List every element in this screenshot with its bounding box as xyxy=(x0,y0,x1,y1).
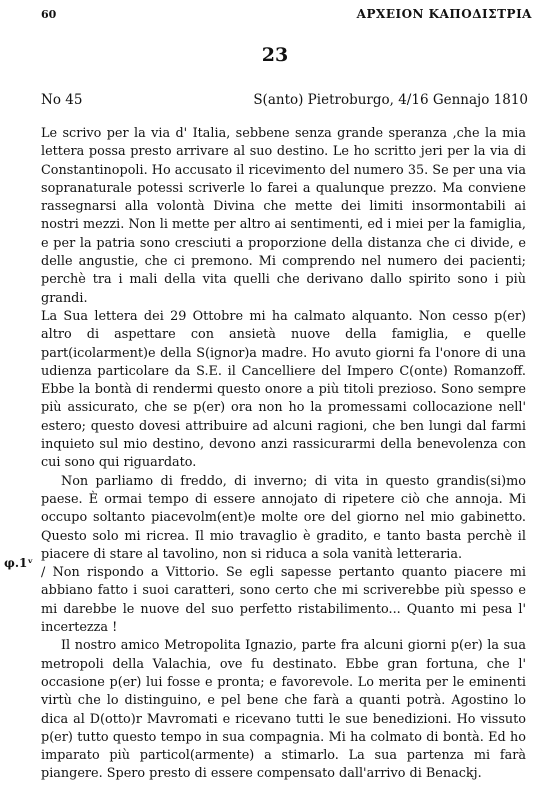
letter-body xyxy=(41,125,526,784)
paragraph: Il nostro amico Metropolita Ignazio, parte fra alcuni giorni p(er) la sua metropoli della Valachia, ove fu destinato. Ebbe gran fortuna, che l' occasione p(er) lui fosse e pronta; e favorevole. Lo merita per le eminenti virtù che lo distinguino, e pel bene che farà a quanti potrà. Agostino lo dica al D(otto)r Mavromati e ricevano tutti le sue benedizioni. Ho vissuto p(er) tutto questo tempo in sua compagnia. Mi ha colmato di bontà. Ed ho imparato più particol(armente) a stimarlo. La sua partenza mi farà piangere. Spero presto di essere compensato dall'arrivo di Benackj. xyxy=(41,638,526,782)
running-title: ΑΡΧΕΙΟΝ ΚΑΠΟΔΙΣΤΡΙΑ xyxy=(356,7,532,21)
margin-folio-note: φ.1ᵛ xyxy=(4,556,34,570)
paragraph: / Non rispondo a Vittorio. Se egli sapesse pertanto quanto piacere mi abbiano fatto i suoi caratteri, sono certo che mi scriverebbe più spesso e mi darebbe le nuove del suo perfetto ristabilimento... Quanto mi pesa l' incertezza ! xyxy=(41,565,526,636)
paragraph: Non parliamo di freddo, di inverno; di vita in questo grandis(si)mo paese. È ormai tempo di essere annojato di ripetere ciò che annoja. Mi occupo soltanto piacevolm(ent)e molte ore del giorno nel mio gabinetto. Questo solo mi ricrea. Il mio travaglio è gradito, e tanto basta perchè il piacere di stare al tavolino, non si riduca a sola vanità letteraria. xyxy=(41,473,526,562)
page-number: 60 xyxy=(41,8,57,21)
paragraph: Le scrivo per la via d' Italia, sebbene senza grande speranza ,che la mia lettera possa presto arrivare al suo destino. Le ho scritto jeri per la via di Constantinopoli. Ho accusato il ricevimento del numero 35. Se per una via sopranaturale potessi scriverle lo farei a qualunque prezzo. Ma conviene rassegnarsi alla volontà Divina che mette dei limiti insormontabili ai nostri mezzi. Non li mette per altro ai sentimenti, ed i miei per la famiglia, e per la patria sono cresciuti a proporzione della distanza che ci divide, e delle angustie, che ci premono. Mi comprendo nel numero dei pacienti; perchè tra i mali della vita quelli che derivano dallo spirito sono i più grandi. xyxy=(41,126,526,306)
document-number: 23 xyxy=(261,44,289,66)
paragraph: La Sua lettera dei 29 Ottobre mi ha calmato alquanto. Non cesso p(er) altro di aspettare con ansietà nuove della famiglia, e quelle part(icolarment)e della S(ignor)a madre. Ho avuto giorni fa l'onore di una udienza particolare da S.E. il Cancelliere del Impero C(onte) Romanzoff. Ebbe la bontà di rendermi questo onore a più titoli prezioso. Sono sempre più assicurato, che se p(er) ora non ho la promessami collocazione nell' estero; questo dovesi attribuire ad alcuni ragioni, che ben lungi dal farmi inquieto sul mio destino, devono anzi rassicurarmi della benevolenza con cui sono qui riguardato. xyxy=(41,308,526,471)
dateline: S(anto) Pietroburgo, 4/16 Gennajo 1810 xyxy=(253,92,528,108)
letter-number: No 45 xyxy=(41,92,83,108)
